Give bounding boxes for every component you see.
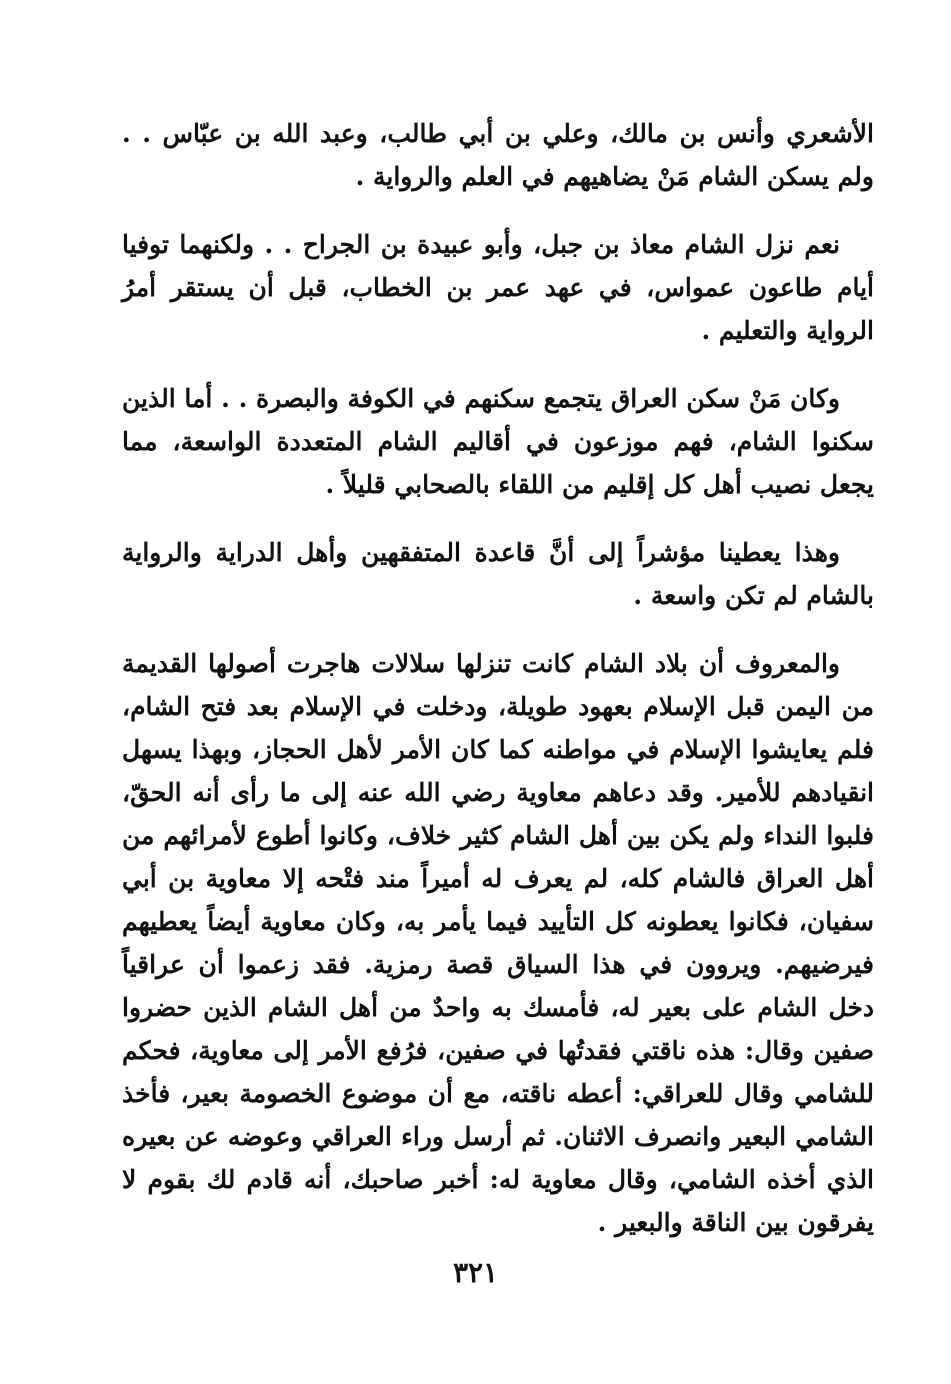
paragraph-3: وكان مَنْ سكن العراق يتجمع سكنهم في الكوفة والبصرة . . أما الذين سكنوا الشام، فهم موزعون في أقاليم الشام المتعددة الواسعة، مما يجعل نصيب أهل كل إقليم من اللقاء بالصحابي قليلاً .	[122, 384, 874, 499]
body-text	[122, 112, 874, 1269]
page-number: ٣٢١	[452, 1256, 499, 1289]
paragraph-4: وهذا يعطينا مؤشراً إلى أنَّ قاعدة المتفقهين وأهل الدراية والرواية بالشام لم تكن واسعة .	[122, 538, 874, 610]
paragraph-1: الأشعري وأنس بن مالك، وعلي بن أبي طالب، وعبد الله بن عبّاس . . ولم يسكن الشام مَنْ يضاهيهم في العلم والرواية .	[122, 119, 874, 191]
paragraph-5: والمعروف أن بلاد الشام كانت تنزلها سلالات هاجرت أصولها القديمة من اليمن قبل الإسلام بعهود طويلة، ودخلت في الإسلام بعد فتح الشام، فلم يعايشوا الإسلام في مواطنه كما كان الأمر لأهل الحجاز، وبهذا يسهل انقيادهم للأمير. وقد دعاهم معاوية رضي الله عنه إلى ما رأى أنه الحقّ، فلبوا النداء ولم يكن بين أهل الشام كثير خلاف، وكانوا أطوع لأمرائهم من أهل العراق فالشام كله، لم يعرف له أميراً مند فتْحه إلا معاوية بن أبي سفيان، فكانوا يعطونه كل التأييد فيما يأمر به، وكان معاوية أيضاً يعطيهم فيرضيهم. ويروون في هذا السياق قصة رمزية. فقد زعموا أن عراقياً دخل الشام على بعير له، فأمسك به واحدٌ من أهل الشام الذين حضروا صفين وقال: هذه ناقتي فقدتُها في صفين، فرُفع الأمر إلى معاوية، فحكم للشامي وقال للعراقي: أعطه ناقته، مع أن موضوع الخصومة بعير، فأخذ الشامي البعير وانصرف الاثنان. ثم أرسل وراء العراقي وعوضه عن بعيره الذي أخذه الشامي، وقال معاوية له: أخبر صاحبك، أنه قادم لك بقوم لا يفرقون بين الناقة والبعير .	[122, 649, 874, 1237]
paragraph-2: نعم نزل الشام معاذ بن جبل، وأبو عبيدة بن الجراح . . ولكنهما توفيا أيام طاعون عمواس، في عهد عمر بن الخطاب، قبل أن يستقر أمرُ الرواية والتعليم .	[122, 230, 874, 345]
